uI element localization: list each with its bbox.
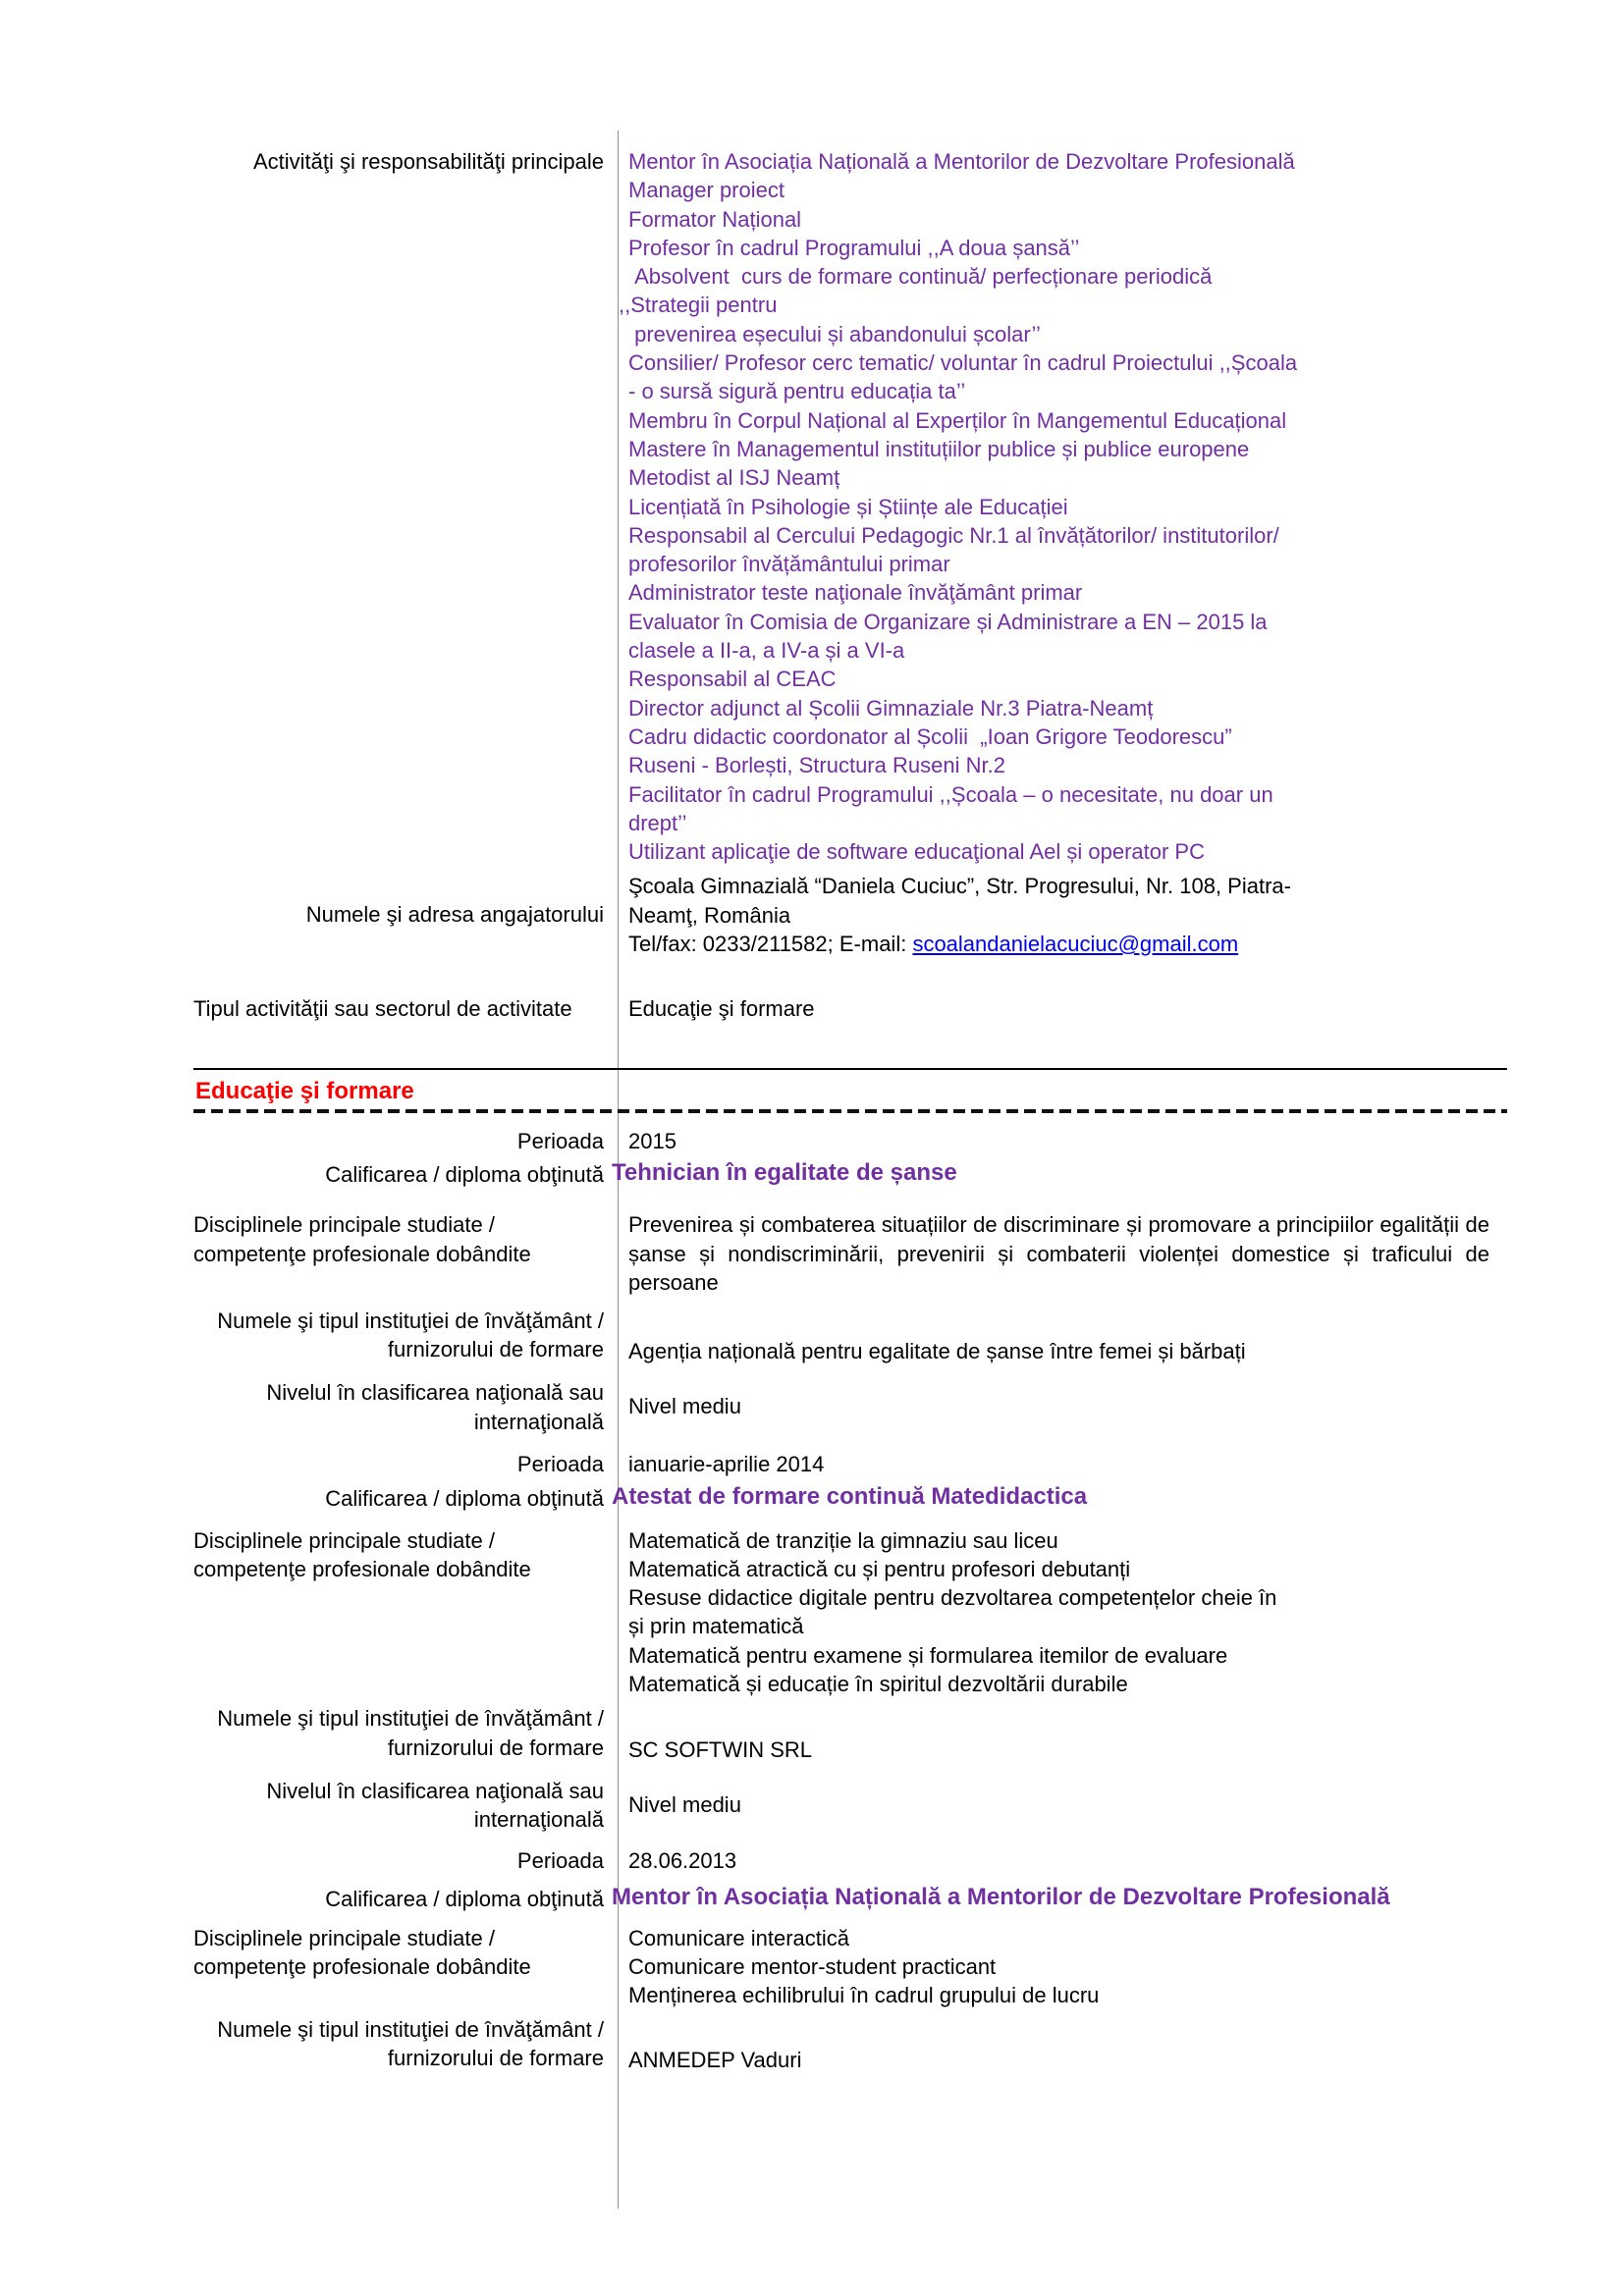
qualification-value: Atestat de formare continuă Matedidactica (612, 1483, 1088, 1511)
level-label: Nivelul în clasificarea naţională sau internaţională (266, 1380, 604, 1434)
text-line: Absolvent curs de formare continuă/ perfecționare periodică (628, 264, 1213, 290)
text-line: Metodist al ISJ Neamț (628, 465, 840, 491)
subjects-label: Disciplinele principale studiate / competenţe profesionale dobândite (193, 1527, 531, 1581)
row-institution-2 (193, 1704, 1507, 1764)
text-line: Matematică pentru examene și formularea itemilor de evaluare (628, 1642, 1228, 1668)
text-line: Evaluator în Comisia de Organizare și Administrare a EN – 2015 la (628, 609, 1268, 634)
qualification-value: Mentor în Asociația Națională a Mentorilor de Dezvoltare Profesională (612, 1883, 1390, 1910)
employer-label: Numele şi adresa angajatorului (305, 902, 604, 928)
text-line: - o sursă sigură pentru educația ta’’ (628, 379, 966, 404)
text-line: Menținerea echilibrului în cadrul grupului de lucru (628, 1983, 1100, 2008)
period-value: 2015 (628, 1128, 676, 1153)
subjects-list (604, 1924, 1507, 2010)
qualification-label: Calificarea / diploma obţinută (325, 1886, 604, 1911)
level-value: Nivel mediu (628, 1394, 741, 1419)
section-dashed-line (193, 1109, 1507, 1113)
row-subjects-1 (193, 1210, 1507, 1297)
text-line: Consilier/ Profesor cerc tematic/ voluntar în cadrul Proiectului ,,Școala (628, 350, 1298, 376)
text-line: și prin matematică (628, 1614, 804, 1639)
text-line: clasele a II-a, a IV-a și a VI-a (628, 638, 905, 664)
subjects-paragraph: Prevenirea și combaterea situațiilor de discriminare și promovare a principiilor egalității de șanse și nondiscriminării, prevenirii și combaterii violenței domestice și traficului de persoane (628, 1212, 1489, 1295)
text-line: ,,Strategii pentru (619, 293, 778, 318)
row-subjects-2 (193, 1526, 1507, 1699)
employer-address-line1: Şcoala Gimnazială “Daniela Cuciuc”, Str. Progresului, Nr. 108, Piatra- (628, 874, 1291, 899)
text-line: Matematică și educație în spiritul dezvoltării durabile (628, 1672, 1128, 1697)
level-label: Nivelul în clasificarea naţională sau internaţională (266, 1778, 604, 1832)
cv-table (193, 147, 1507, 2074)
text-line: Licențiată în Psihologie și Științe ale Educației (628, 494, 1068, 519)
text-line: Facilitator în cadrul Programului ,,Școala – o necesitate, nu doar un (628, 781, 1273, 807)
row-sector (193, 994, 1507, 1023)
subjects-label: Disciplinele principale studiate / competenţe profesionale dobândite (193, 1925, 531, 1980)
text-line: Manager proiect (628, 178, 784, 203)
row-institution-3 (193, 2015, 1507, 2074)
row-period-1 (193, 1127, 1507, 1155)
activities-list (604, 147, 1507, 866)
period-value: ianuarie-aprilie 2014 (628, 1451, 825, 1476)
text-line: Administrator teste naţionale învăţământ primar (628, 580, 1083, 606)
text-line: Matematică atractică cu și pentru profesori debutanți (628, 1556, 1131, 1581)
institution-label: Numele şi tipul instituţiei de învăţământ / furnizorului de formare (217, 1308, 604, 1362)
text-line: Comunicare interactică (628, 1925, 849, 1950)
text-line: Responsabil al CEAC (628, 667, 837, 692)
institution-label: Numele şi tipul instituţiei de învăţământ / furnizorului de formare (217, 1706, 604, 1760)
text-line: Matematică de tranziție la gimnaziu sau liceu (628, 1527, 1058, 1553)
row-activities (193, 147, 1507, 866)
period-label: Perioada (516, 1848, 604, 1874)
text-line: Responsabil al Cercului Pedagogic Nr.1 al învățătorilor/ institutorilor/ (628, 522, 1279, 548)
text-line: Resuse didactice digitale pentru dezvoltarea competențelor cheie în (628, 1585, 1277, 1611)
text-line: Membru în Corpul Național al Experților în Mangementul Educațional (628, 407, 1287, 433)
period-label: Perioada (516, 1451, 604, 1476)
text-line: Ruseni - Borlești, Structura Ruseni Nr.2 (628, 753, 1005, 778)
qualification-label: Calificarea / diploma obţinută (325, 1161, 604, 1187)
institution-value: ANMEDEP Vaduri (628, 2047, 802, 2072)
sector-value: Educaţie şi formare (628, 996, 815, 1022)
period-value: 28.06.2013 (628, 1848, 737, 1874)
text-line: Comunicare mentor-student practicant (628, 1954, 997, 1980)
text-line: Mentor în Asociația Națională a Mentorilor de Dezvoltare Profesională (628, 149, 1295, 174)
text-line: profesorilor învățământului primar (628, 552, 950, 577)
row-qualification-2 (193, 1481, 1507, 1513)
text-line: Director adjunct al Școlii Gimnaziale Nr.3 Piatra-Neamț (628, 695, 1154, 721)
text-line: Cadru didactic coordonator al Școlii „Ioan Grigore Teodorescu” (628, 723, 1232, 749)
subjects-label: Disciplinele principale studiate / competenţe profesionale dobândite (193, 1212, 531, 1266)
activities-label: Activităţi şi responsabilităţi principale (252, 149, 604, 174)
section-title-education: Educaţie şi formare (195, 1077, 414, 1104)
row-qualification-1 (193, 1157, 1507, 1189)
text-line: Profesor în cadrul Programului ,,A doua șansă’’ (628, 235, 1080, 260)
institution-label: Numele şi tipul instituţiei de învăţământ / furnizorului de formare (217, 2016, 604, 2071)
row-subjects-3 (193, 1924, 1507, 2010)
row-period-3 (193, 1846, 1507, 1875)
employer-address-line2: Neamţ, România (628, 902, 791, 928)
text-line: Mastere în Managementul instituțiilor publice și publice europene (628, 436, 1250, 461)
institution-value: Agenția națională pentru egalitate de șanse între femei și bărbați (628, 1339, 1246, 1364)
text-line: drept’’ (628, 810, 687, 835)
text-line: Formator Național (628, 206, 802, 232)
employer-email-link[interactable]: scoalandanielacuciuc@gmail.com (912, 932, 1239, 957)
text-line: prevenirea eșecului și abandonului școlar’’ (628, 321, 1041, 347)
subjects-list (604, 1526, 1507, 1699)
text-line: Utilizant aplicaţie de software educaţional Ael și operator PC (628, 839, 1205, 865)
employer-contact-line (628, 930, 1507, 958)
sector-label: Tipul activităţii sau sectorul de activitate (193, 996, 572, 1022)
row-qualification-3 (193, 1882, 1507, 1913)
row-employer (193, 872, 1507, 958)
level-value: Nivel mediu (628, 1791, 741, 1817)
row-period-2 (193, 1450, 1507, 1478)
institution-value: SC SOFTWIN SRL (628, 1737, 813, 1763)
row-level-1 (193, 1378, 1507, 1436)
employer-contact-prefix: Tel/fax: 0233/211582; E-mail: (628, 932, 913, 957)
qualification-value: Tehnician în egalitate de șanse (612, 1158, 957, 1186)
row-institution-1 (193, 1307, 1507, 1365)
row-level-2 (193, 1777, 1507, 1835)
period-label: Perioada (516, 1128, 604, 1153)
qualification-label: Calificarea / diploma obţinută (325, 1486, 604, 1512)
employer-info (604, 872, 1507, 958)
